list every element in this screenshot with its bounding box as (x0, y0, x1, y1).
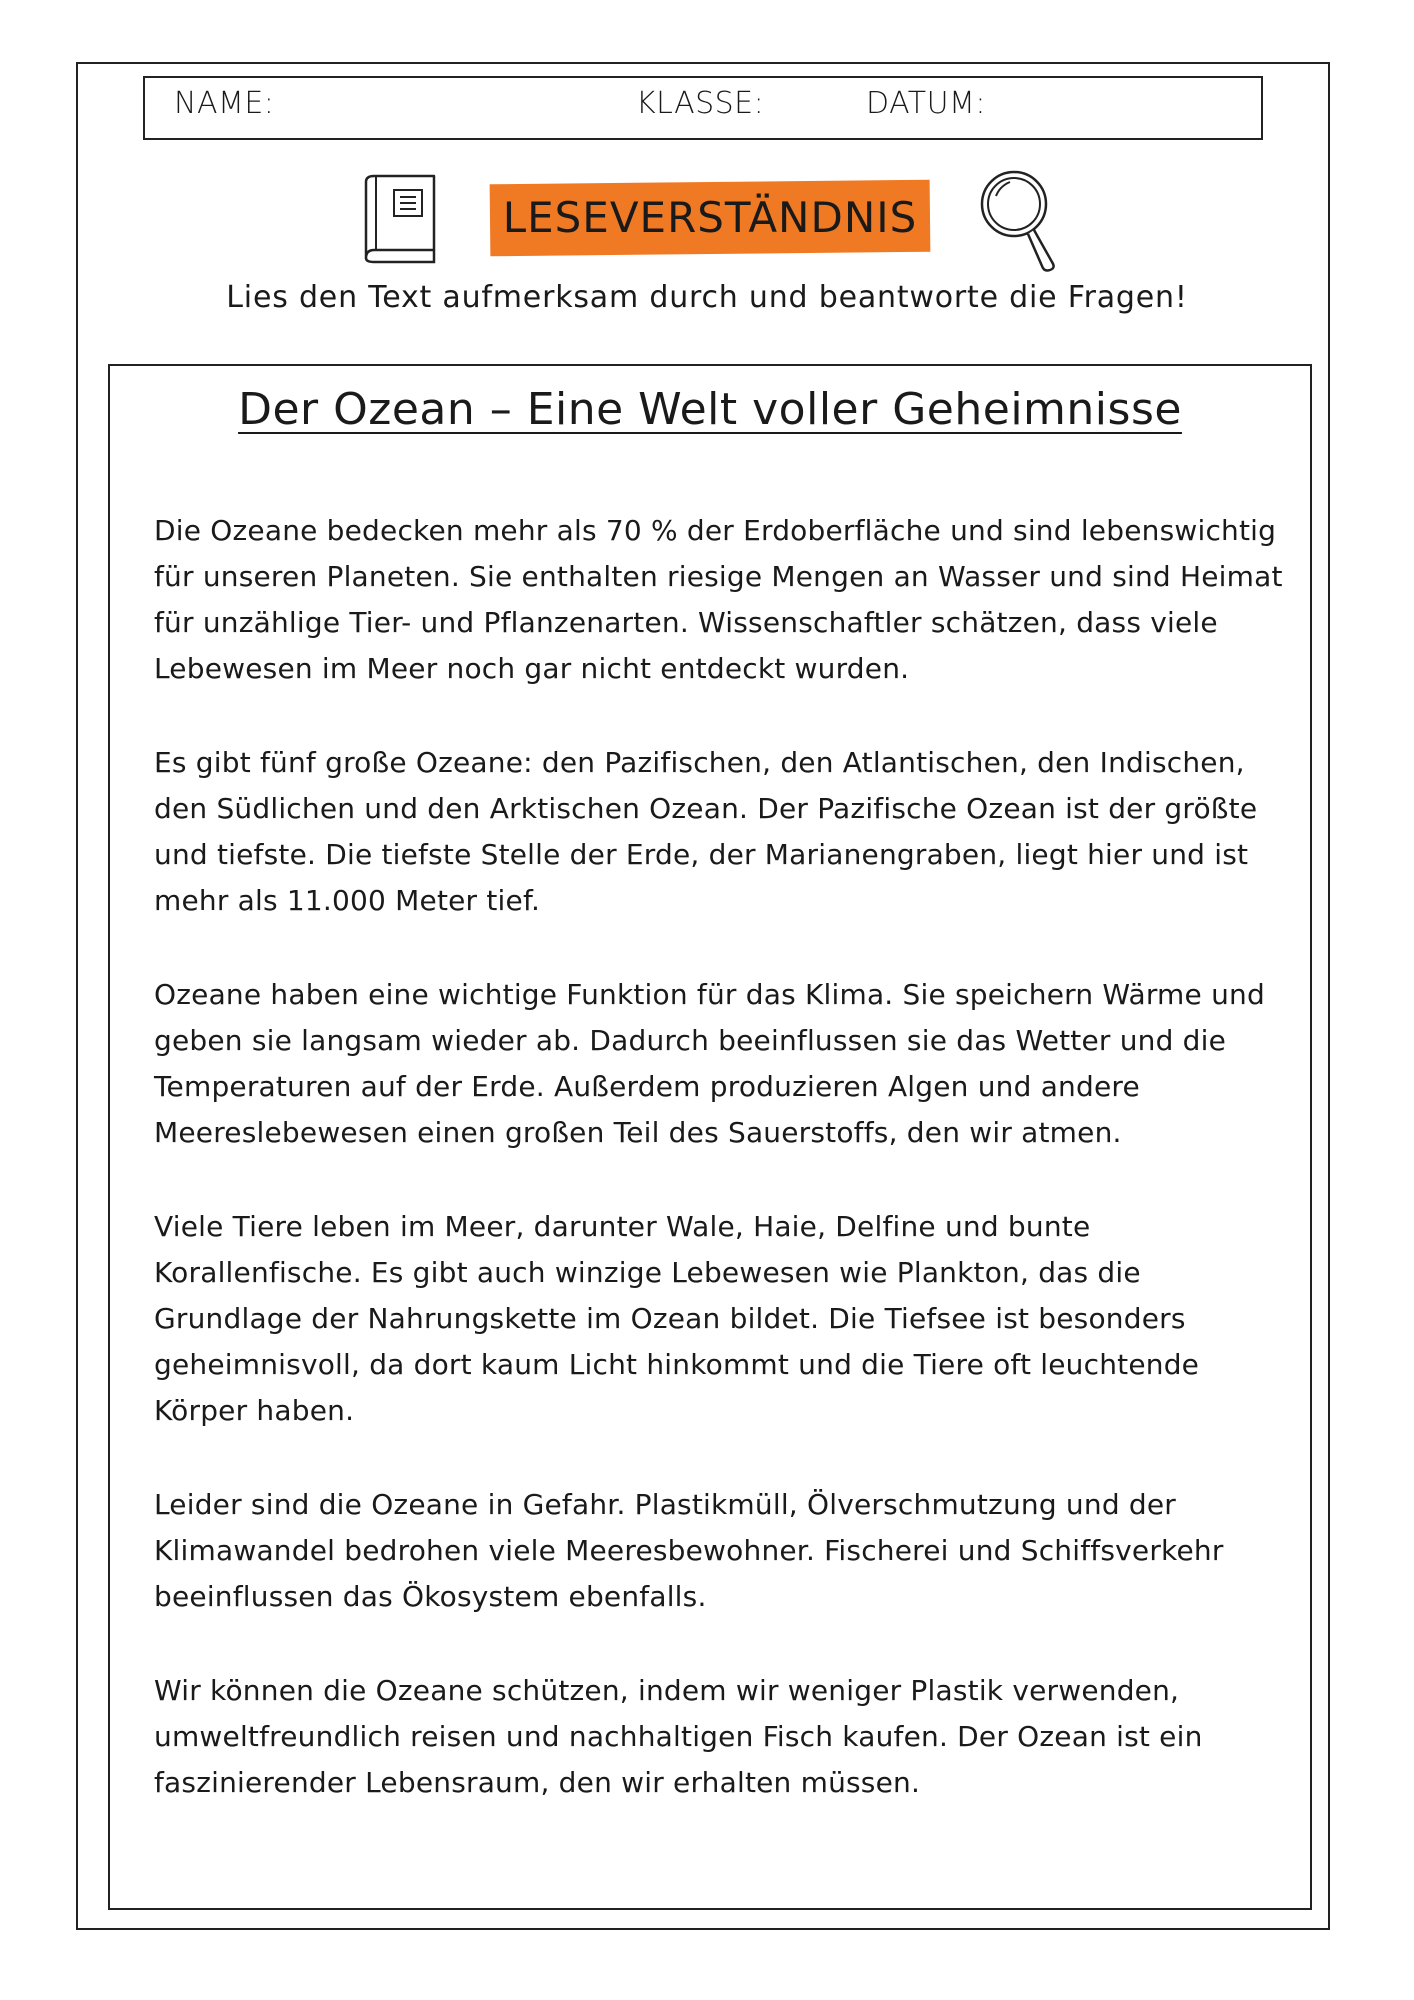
paragraph: Die Ozeane bedecken mehr als 70 % der Erdoberfläche und sind lebenswichtig für unseren Planeten. Sie enthalten riesige Mengen an Wasser und sind Heimat für unzählige Tier- und Pflanzenarten. Wissenschaftler schätzen, dass viele Lebewesen im Meer noch gar nicht entdeckt wurden. (154, 514, 1283, 685)
paragraph: Viele Tiere leben im Meer, darunter Wale, Haie, Delfine und bunte Korallenfische. Es gibt auch winzige Lebewesen wie Plankton, das die Grundlage der Nahrungskette im Ozean bildet. Die Tiefsee ist besonders geheimnisvoll, da dort kaum Licht hinkommt und die Tiere oft leuchtende Körper haben. (154, 1210, 1200, 1427)
magnifier-icon (976, 166, 1062, 274)
paragraph: Es gibt fünf große Ozeane: den Pazifischen, den Atlantischen, den Indischen, den Südlichen und den Arktischen Ozean. Der Pazifische Ozean ist der größte und tiefste. Die tiefste Stelle der Erde, der Marianengraben, liegt hier und ist mehr als 11.000 Meter tief. (154, 746, 1258, 917)
worksheet-title: LESEVERSTÄNDNIS (502, 193, 918, 242)
book-icon (360, 172, 440, 264)
class-label: KLASSE: (636, 86, 765, 121)
paragraph: Ozeane haben eine wichtige Funktion für das Klima. Sie speichern Wärme und geben sie langsam wieder ab. Dadurch beeinflussen sie das Wetter und die Temperaturen auf der Erde. Außerdem produzieren Algen und andere Meereslebewesen einen großen Teil des Sauerstoffs, den wir atmen. (154, 978, 1265, 1149)
date-label: DATUM: (866, 86, 987, 121)
article-title: Der Ozean – Eine Welt voller Geheimnisse (238, 384, 1182, 435)
instruction-text: Lies den Text aufmerksam durch und beantworte die Fragen! (226, 280, 1188, 315)
article-body (154, 508, 1284, 1854)
paragraph: Wir können die Ozeane schützen, indem wir weniger Plastik verwenden, umweltfreundlich reisen und nachhaltigen Fisch kaufen. Der Ozean ist ein faszinierender Lebensraum, den wir erhalten müssen. (154, 1674, 1203, 1799)
name-label: NAME: (174, 86, 275, 121)
paragraph: Leider sind die Ozeane in Gefahr. Plastikmüll, Ölverschmutzung und der Klimawandel bedrohen viele Meeresbewohner. Fischerei und Schiffsverkehr beeinflussen das Ökosystem ebenfalls. (154, 1488, 1224, 1613)
